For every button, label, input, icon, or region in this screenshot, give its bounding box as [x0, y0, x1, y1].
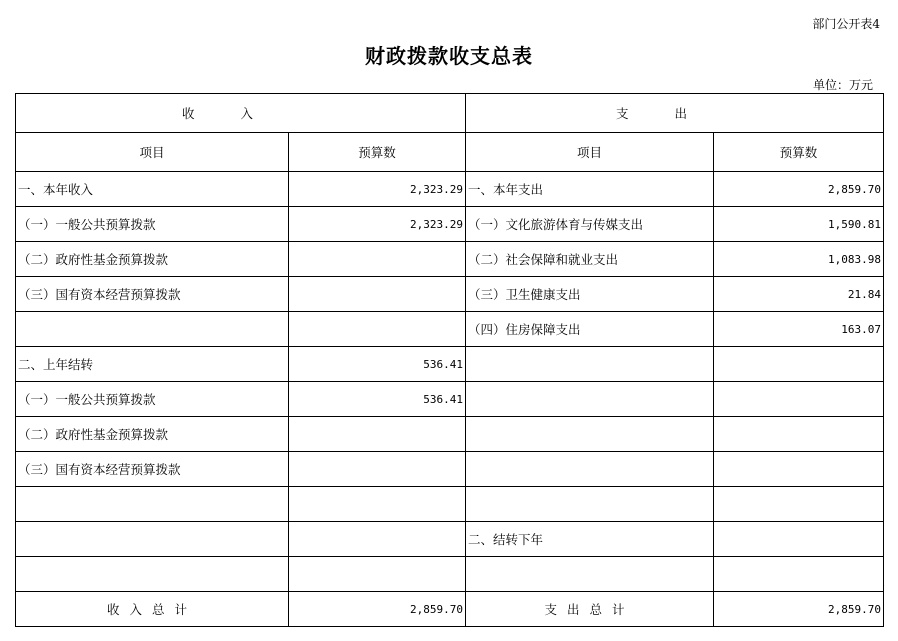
expense-value-cell [714, 452, 884, 487]
table-row [16, 207, 884, 242]
income-budget-header: 预算数 [289, 133, 466, 172]
table-row [16, 242, 884, 277]
income-value-cell: 2,323.29 [289, 172, 466, 207]
expense-value-cell [714, 382, 884, 417]
expense-value-cell: 1,590.81 [714, 207, 884, 242]
expense-section-header: 支出 [466, 94, 884, 133]
income-item-cell [16, 487, 289, 522]
table-row [16, 417, 884, 452]
income-item-cell: 二、上年结转 [16, 347, 289, 382]
expense-item-cell [466, 417, 714, 452]
income-value-cell [289, 277, 466, 312]
income-value-cell: 536.41 [289, 347, 466, 382]
expense-item-cell [466, 452, 714, 487]
income-section-header: 收入 [16, 94, 466, 133]
expense-item-cell: 二、结转下年 [466, 522, 714, 557]
income-item-cell: （三）国有资本经营预算拨款 [16, 452, 289, 487]
expense-value-cell [714, 557, 884, 592]
income-item-cell [16, 557, 289, 592]
expense-item-cell [466, 382, 714, 417]
income-item-header: 项目 [16, 133, 289, 172]
income-item-cell: （三）国有资本经营预算拨款 [16, 277, 289, 312]
income-value-cell: 536.41 [289, 382, 466, 417]
income-value-cell [289, 452, 466, 487]
expense-value-cell [714, 487, 884, 522]
expense-total-value: 2,859.70 [714, 592, 884, 627]
expense-item-cell: （四）住房保障支出 [466, 312, 714, 347]
expense-value-cell: 1,083.98 [714, 242, 884, 277]
expense-item-cell: （三）卫生健康支出 [466, 277, 714, 312]
table-row [16, 557, 884, 592]
income-item-cell: （二）政府性基金预算拨款 [16, 417, 289, 452]
expense-item-header: 项目 [466, 133, 714, 172]
expense-value-cell [714, 417, 884, 452]
expense-value-cell [714, 522, 884, 557]
income-total-value: 2,859.70 [289, 592, 466, 627]
table-body [16, 94, 884, 627]
table-row [16, 347, 884, 382]
expense-total-label: 支出总计 [466, 592, 714, 627]
table-row [16, 452, 884, 487]
income-item-cell: （二）政府性基金预算拨款 [16, 242, 289, 277]
income-item-cell [16, 522, 289, 557]
budget-summary-table [15, 93, 884, 627]
expense-item-cell: （二）社会保障和就业支出 [466, 242, 714, 277]
income-value-cell [289, 242, 466, 277]
expense-value-cell: 21.84 [714, 277, 884, 312]
income-value-cell [289, 557, 466, 592]
table-row [16, 277, 884, 312]
section-header-row [16, 94, 884, 133]
expense-item-cell [466, 487, 714, 522]
unit-label: 单位：万元 [812, 78, 873, 92]
income-value-cell [289, 487, 466, 522]
table-row [16, 172, 884, 207]
table-row [16, 382, 884, 417]
expense-value-cell [714, 347, 884, 382]
income-value-cell [289, 312, 466, 347]
column-header-row [16, 133, 884, 172]
income-value-cell [289, 417, 466, 452]
expense-budget-header: 预算数 [714, 133, 884, 172]
income-value-cell [289, 522, 466, 557]
income-item-cell: （一）一般公共预算拨款 [16, 207, 289, 242]
income-item-cell: （一）一般公共预算拨款 [16, 382, 289, 417]
expense-value-cell: 2,859.70 [714, 172, 884, 207]
income-item-cell: 一、本年收入 [16, 172, 289, 207]
page-title: 财政拨款收支总表 [365, 44, 533, 68]
income-item-cell [16, 312, 289, 347]
table-row [16, 522, 884, 557]
table-number-label: 部门公开表4 [812, 17, 880, 31]
expense-value-cell: 163.07 [714, 312, 884, 347]
expense-item-cell [466, 347, 714, 382]
income-value-cell: 2,323.29 [289, 207, 466, 242]
totals-row [16, 592, 884, 627]
table-row [16, 312, 884, 347]
table-row [16, 487, 884, 522]
expense-item-cell [466, 557, 714, 592]
expense-item-cell: 一、本年支出 [466, 172, 714, 207]
expense-item-cell: （一）文化旅游体育与传媒支出 [466, 207, 714, 242]
income-total-label: 收入总计 [16, 592, 289, 627]
